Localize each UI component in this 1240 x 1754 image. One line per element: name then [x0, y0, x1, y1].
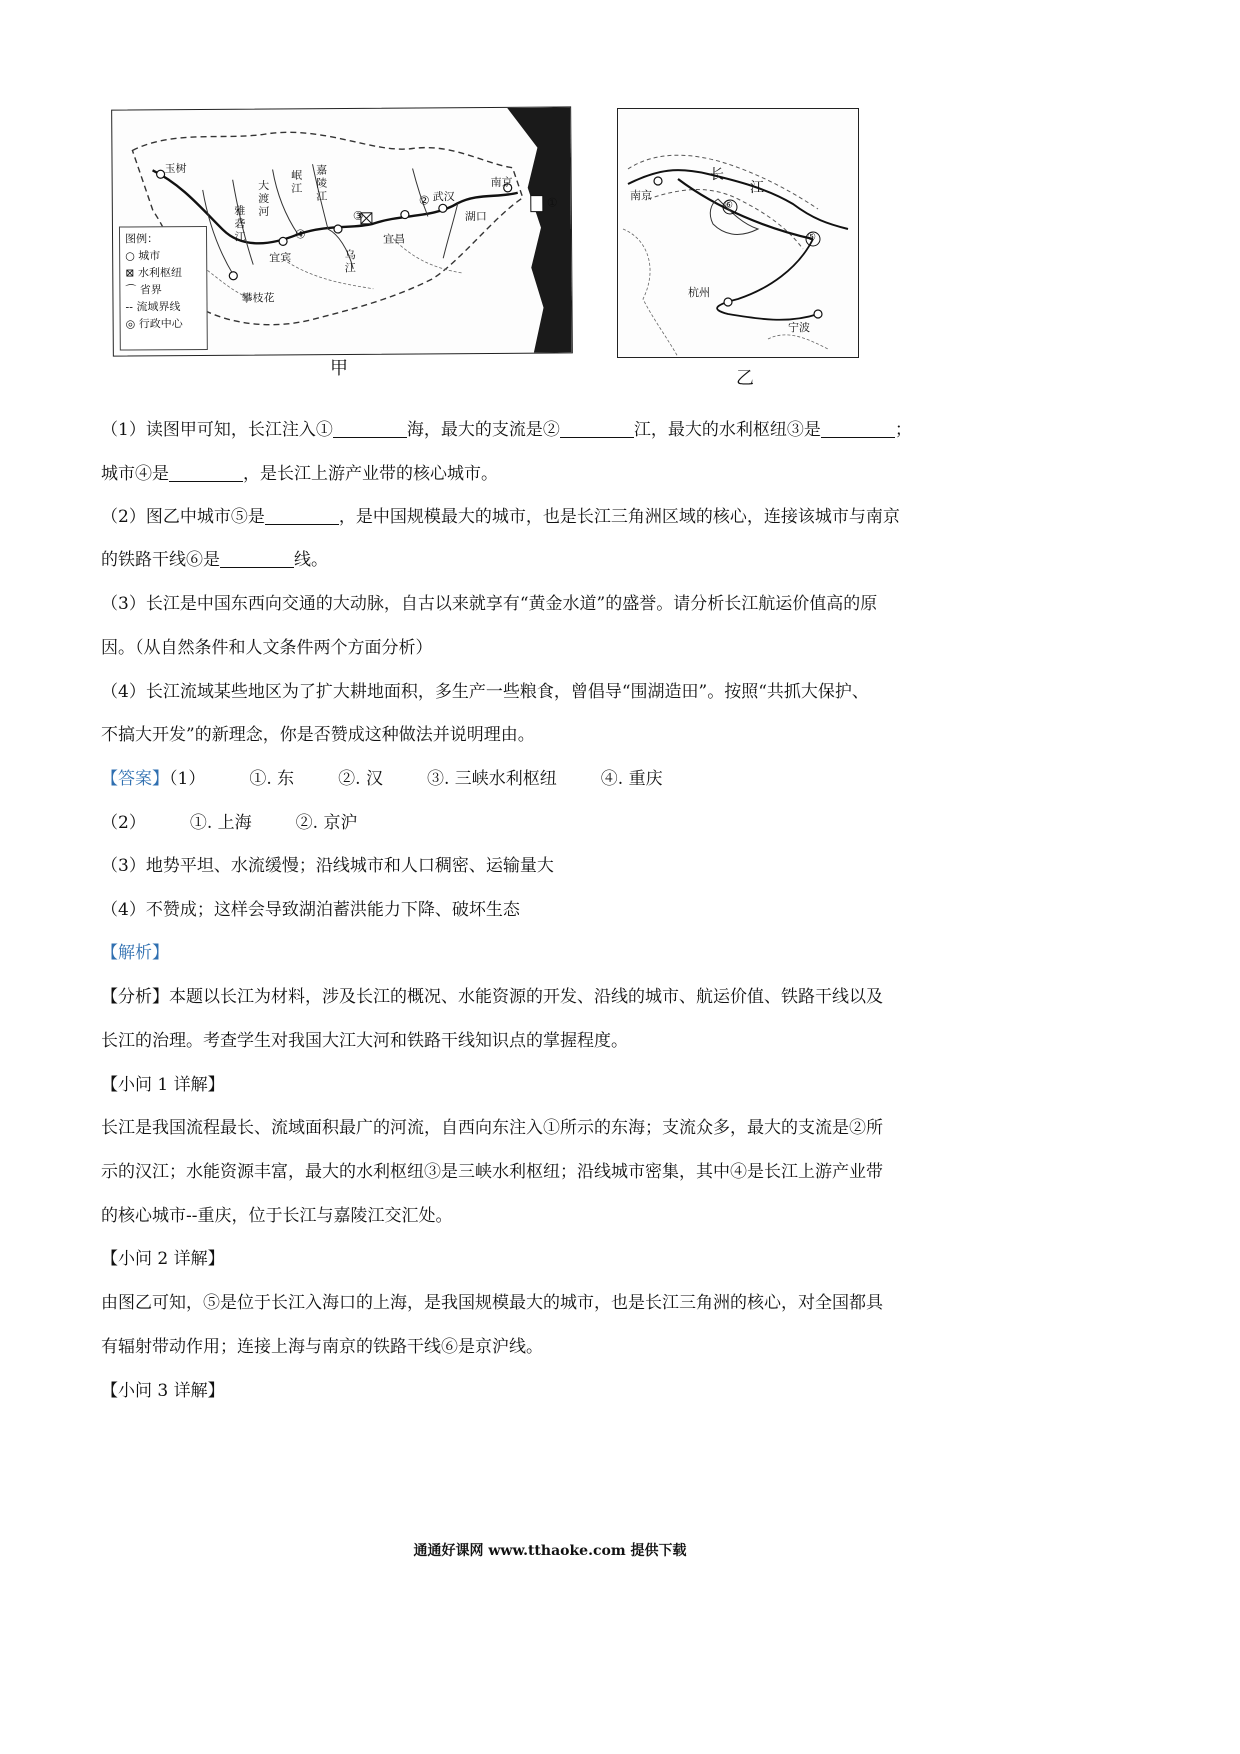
legend-item: ⊠ 水利枢纽: [125, 266, 183, 280]
caption-jia: 甲: [330, 358, 348, 379]
subquestion-3-title: 【小问 3 详解】: [101, 1381, 225, 1401]
label-num2: ②: [418, 193, 430, 208]
answer-line-1: 【答案】（1） ①. 东 ②. 汉 ③. 三峡水利枢纽 ④. 重庆: [101, 769, 663, 789]
answer-blank: [265, 506, 339, 525]
label-wuhan: 武汉: [432, 190, 455, 204]
answer-line-3: （3）地势平坦、水流缓慢；沿线城市和人口稠密、运输量大: [101, 856, 554, 876]
caption-yi: 乙: [736, 368, 754, 389]
label-min: 岷江: [289, 169, 303, 196]
analysis-line: 的核心城市--重庆，位于长江与嘉陵江交汇处。: [101, 1206, 453, 1226]
legend-item: ⌒ 省界: [125, 283, 162, 297]
answer-blank: [220, 549, 294, 568]
legend-item: ○ 城市: [125, 249, 161, 263]
answer-blank: [169, 463, 243, 482]
label-hangzhou: 杭州: [688, 286, 710, 299]
question-3-line-2: 因。（从自然条件和人文条件两个方面分析）: [101, 638, 433, 658]
subquestion-1-title: 【小问 1 详解】: [101, 1075, 225, 1095]
yangtze-delta-map: [618, 109, 858, 357]
label-jiang: 江: [750, 180, 764, 196]
dam-icon: ⊠: [125, 266, 135, 280]
answer-blank: [333, 419, 407, 438]
analysis-line: 由图乙可知，⑤是位于长江入海口的上海，是我国规模最大的城市，也是长江三角洲的核心，对全国都具: [101, 1293, 883, 1313]
label-yibin: 宜宾: [269, 251, 292, 265]
label-num3: ③: [352, 208, 364, 223]
label-yichang: 宜昌: [383, 232, 406, 246]
label-yalong: 雅砻江: [232, 204, 247, 244]
question-1-line-2: 城市④是 ，是长江上游产业带的核心城市。: [101, 464, 498, 484]
map-legend: [119, 226, 208, 351]
analysis-line: 【分析】本题以长江为材料，涉及长江的概况、水能资源的开发、沿线的城市、航运价值、铁路干线以及: [101, 987, 883, 1007]
legend-title: 图例：: [125, 232, 159, 246]
label-panzhihua: 攀枝花: [241, 291, 275, 305]
legend-item: ‐‐ 流域界线: [125, 300, 181, 314]
question-1-line-1: （1）读图甲可知，长江注入① 海，最大的支流是② 江，最大的水利枢纽③是 ；: [101, 420, 912, 440]
label-nanjing-yi: 南京: [630, 189, 652, 202]
label-hukou: 湖口: [464, 209, 487, 224]
province-border-icon: ⌒: [125, 283, 137, 297]
page-footer: 通通好课网 www.tthaoke.com 提供下载: [413, 1543, 687, 1559]
label-num4: ④: [294, 227, 306, 242]
analysis-line: 长江是我国流程最长、流域面积最广的河流，自西向东注入①所示的东海；支流众多，最大的支流是②所: [101, 1118, 883, 1138]
label-jialing: 嘉陵江: [314, 164, 328, 204]
answer-tag: 【答案】: [101, 769, 169, 789]
label-num5: ⑤: [807, 232, 816, 243]
label-chang: 长: [710, 167, 724, 183]
question-3-line-1: （3）长江是中国东西向交通的大动脉，自古以来就享有“黄金水道”的盛誉。请分析长江航运价值高的原: [101, 594, 878, 614]
map-yi: [617, 108, 859, 358]
answer-line-4: （4）不赞成；这样会导致湖泊蓄洪能力下降、破坏生态: [101, 900, 520, 920]
label-yushu: 玉树: [164, 162, 187, 176]
analysis-line: 示的汉江；水能资源丰富，最大的水利枢纽③是三峡水利枢纽；沿线城市密集，其中④是长江上游产业带: [101, 1162, 883, 1182]
question-2-line-2: 的铁路干线⑥是 线。: [101, 550, 328, 570]
label-num1: ①: [546, 195, 558, 210]
analysis-line: 长江的治理。考查学生对我国大江大河和铁路干线知识点的掌握程度。: [101, 1031, 628, 1051]
admin-center-icon: ◎: [125, 317, 136, 331]
label-nanjing-jia: 南京: [490, 175, 513, 189]
answer-blank: [560, 419, 634, 438]
legend-item: ◎ 行政中心: [125, 317, 183, 331]
answer-line-2: （2） ①. 上海 ②. 京沪: [101, 813, 358, 833]
question-2-line-1: （2）图乙中城市⑤是 ，是中国规模最大的城市，也是长江三角洲区域的核心，连接该城市与南京: [101, 507, 900, 527]
question-4-line-1: （4）长江流域某些地区为了扩大耕地面积，多生产一些粮食，曾倡导“围湖造田”。按照“共抓大保护、: [101, 682, 869, 702]
label-num6: ⑥: [724, 200, 733, 211]
basin-border-icon: ‐‐: [125, 300, 134, 314]
question-4-line-2: 不搞大开发”的新理念，你是否赞成这种做法并说明理由。: [101, 725, 535, 745]
circle-icon: ○: [125, 249, 135, 263]
map-jia: [111, 106, 573, 356]
label-wu: 乌江: [343, 248, 357, 275]
label-dadu: 大渡河: [256, 179, 270, 219]
label-ningbo: 宁波: [788, 321, 810, 334]
analysis-tag: 【解析】: [101, 943, 169, 963]
subquestion-2-title: 【小问 2 详解】: [101, 1249, 225, 1269]
analysis-line: 有辐射带动作用；连接上海与南京的铁路干线⑥是京沪线。: [101, 1337, 543, 1357]
answer-blank: [821, 419, 895, 438]
